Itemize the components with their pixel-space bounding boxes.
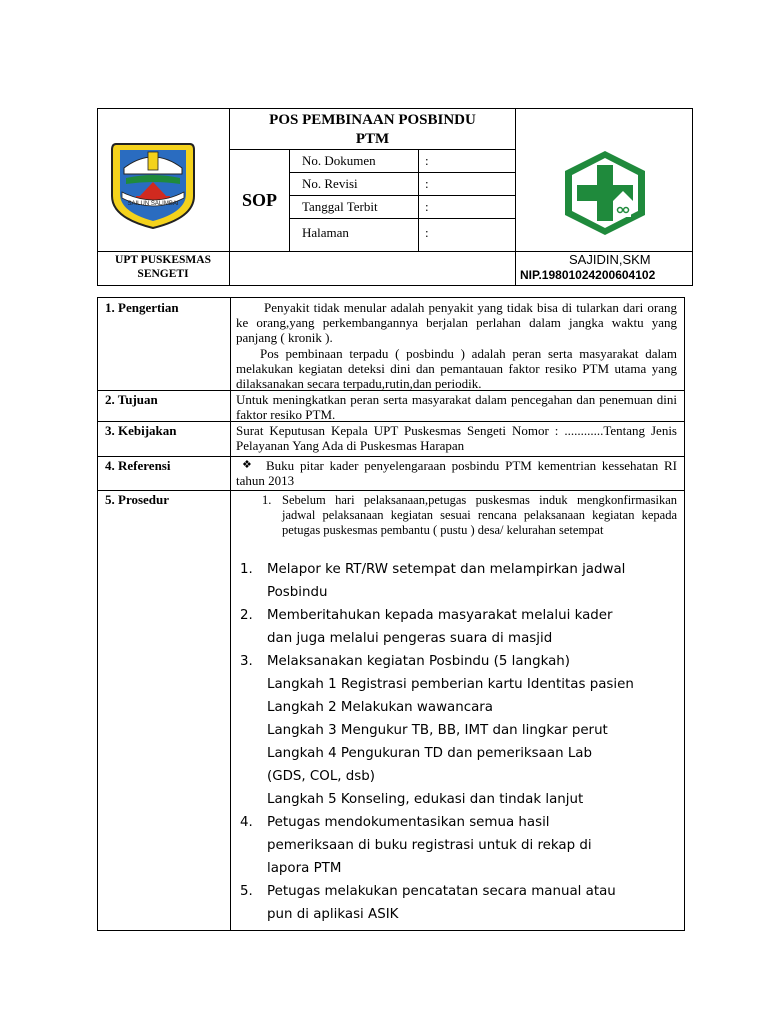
label-tujuan: 2. Tujuan xyxy=(105,392,158,407)
signer-nip: NIP.19801024200604102 xyxy=(520,268,656,282)
seal-motto: SAILUN SALIMBAI xyxy=(127,201,179,207)
referensi-bullet-icon: ❖ xyxy=(242,459,252,471)
step-line: Melaksanakan kegiatan Posbindu (5 langkah) xyxy=(267,654,571,669)
step-number: 4. xyxy=(240,815,253,830)
sop-label: SOP xyxy=(241,190,277,210)
step-line: dan juga melalui pengeras suara di masjid xyxy=(267,631,553,646)
step-line: (GDS, COL, dsb) xyxy=(267,769,375,784)
unit-name xyxy=(97,253,229,281)
step-line: lapora PTM xyxy=(267,861,342,876)
step-line: Posbindu xyxy=(267,585,328,600)
meta-label-tanggal: Tanggal Terbit xyxy=(302,199,378,214)
tujuan-text: Untuk meningkatkan peran serta masyarakat dalam pencegahan dan penemuan dini faktor resiko PTM. xyxy=(236,392,677,422)
pengertian-paragraph-2: Pos pembinaan terpadu ( posbindu ) adalah peran serta masyarakat dalam melakukan kegiatan deteksi dini dan pemantauan faktor resiko PTM utama yang dilaksanakan secara terpadu,rutin,dan periodik. xyxy=(236,346,677,391)
step-line: Langkah 1 Registrasi pemberian kartu Identitas pasien xyxy=(267,677,634,692)
step-line: Petugas melakukan pencatatan secara manual atau xyxy=(267,884,616,899)
step-line: pun di aplikasi ASIK xyxy=(267,907,399,922)
step-line: Langkah 3 Mengukur TB, BB, IMT dan lingkar perut xyxy=(267,723,608,738)
signer-name: SAJIDIN,SKM xyxy=(569,252,651,267)
step-line: Langkah 5 Konseling, edukasi dan tindak lanjut xyxy=(267,792,584,807)
meta-value-halaman: : xyxy=(425,225,429,240)
label-kebijakan: 3. Kebijakan xyxy=(105,423,177,438)
title-line-1: POS PEMBINAAN POSBINDU xyxy=(269,112,476,128)
step-number: 5. xyxy=(240,884,253,899)
kebijakan-text: Surat Keputusan Kepala UPT Puskesmas Sengeti Nomor : ............Tentang Jenis Pelayanan Yang Ada di Puskesmas Harapan xyxy=(236,423,677,453)
unit-line-2: SENGETI xyxy=(137,268,189,280)
step-line: Langkah 2 Melakukan wawancara xyxy=(267,700,493,715)
meta-value-revisi: : xyxy=(425,176,429,191)
step-line: Langkah 4 Pengukuran TD dan pemeriksaan Lab xyxy=(267,746,592,761)
prosedur-item-1-number: 1. xyxy=(262,493,272,507)
meta-label-dokumen: No. Dokumen xyxy=(302,153,376,168)
step-number: 2. xyxy=(240,608,253,623)
puskesmas-logo xyxy=(559,149,651,237)
regency-seal-logo xyxy=(108,138,198,230)
meta-label-revisi: No. Revisi xyxy=(302,176,358,191)
step-line: pemeriksaan di buku registrasi untuk di rekap di xyxy=(267,838,592,853)
label-prosedur: 5. Prosedur xyxy=(105,492,170,507)
step-number: 1. xyxy=(240,562,253,577)
label-pengertian: 1. Pengertian xyxy=(105,300,179,315)
step-number: 3. xyxy=(240,654,253,669)
title-line-2: PTM xyxy=(355,131,390,147)
prosedur-item-1-text: Sebelum hari pelaksanaan,petugas puskesmas induk mengkonfirmasikan jadwal pelaksanaan kegiatan sesuai rencana pelaksanaan kegiatan kepada petugas puskesmas pembantu ( pustu ) desa/ kelurahan setempat xyxy=(282,493,677,537)
meta-label-halaman: Halaman xyxy=(302,225,349,240)
meta-value-dokumen: : xyxy=(425,153,429,168)
referensi-text: Buku pitar kader penyelengaraan posbindu PTM kementrian kessehatan RI tahun 2013 xyxy=(236,458,677,488)
step-line: Melapor ke RT/RW setempat dan melampirkan jadwal xyxy=(267,562,626,577)
pengertian-paragraph-1: Penyakit tidak menular adalah penyakit yang tidak bisa di tularkan dari orang ke orang,yang perkembangannya berjalan perlahan dalam jangka waktu yang panjang ( kronik ). xyxy=(236,300,677,345)
unit-line-1: UPT PUSKESMAS xyxy=(115,254,211,266)
step-line: Memberitahukan kepada masyarakat melalui kader xyxy=(267,608,613,623)
step-line: Petugas mendokumentasikan semua hasil xyxy=(267,815,550,830)
meta-value-tanggal: : xyxy=(425,199,429,214)
document-title xyxy=(230,111,515,149)
label-referensi: 4. Referensi xyxy=(105,458,171,473)
